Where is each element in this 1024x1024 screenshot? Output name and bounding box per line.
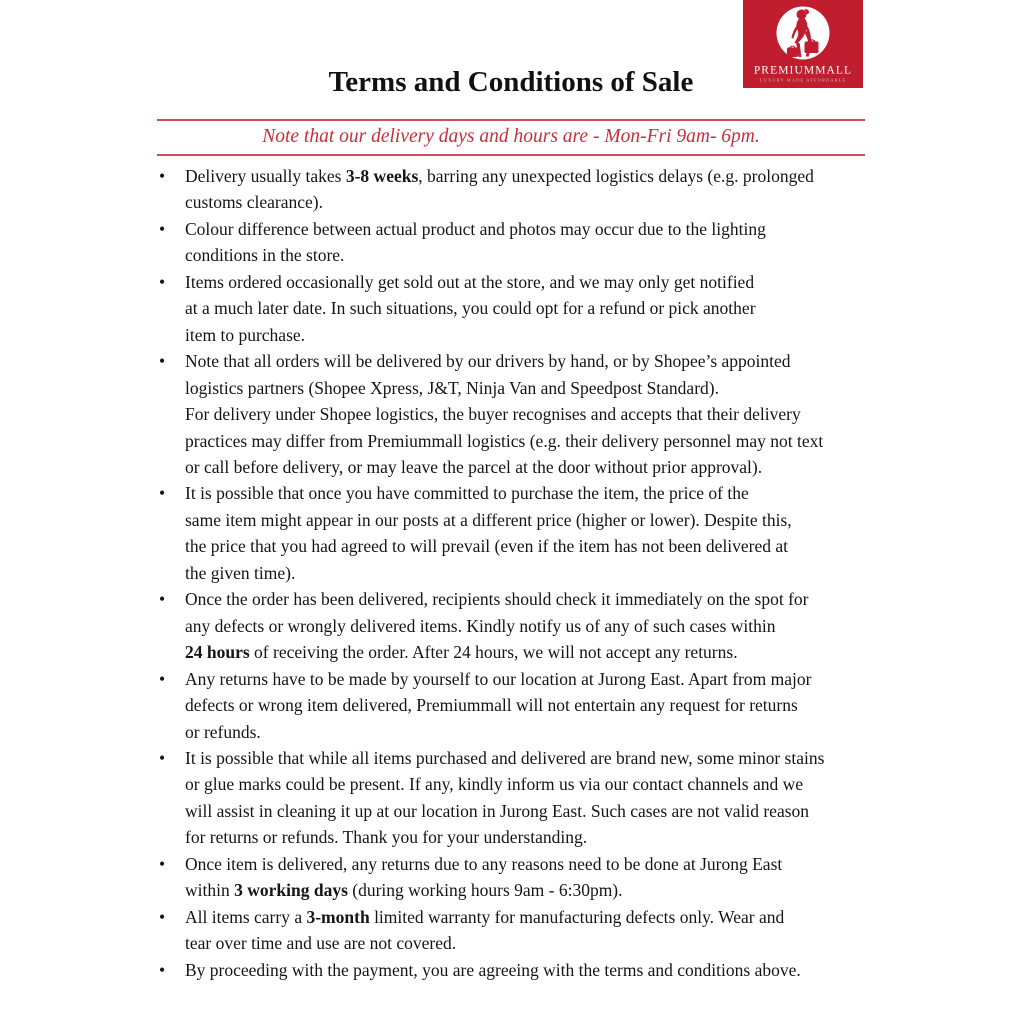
- term-line: the price that you had agreed to will prevail (even if the item has not been delivered at: [185, 536, 789, 557]
- term-line: • Any returns have to be made by yourself to our location at Jurong East. Apart from major: [185, 668, 812, 689]
- term-line: defects or wrong item delivered, Premiummall will not entertain any request for returns: [185, 695, 798, 716]
- term-line: 24 hours of receiving the order. After 24 hours, we will not accept any returns.: [185, 642, 738, 663]
- term-line: • Colour difference between actual product and photos may occur due to the lighting: [185, 218, 766, 239]
- term-line: • Items ordered occasionally get sold out at the store, and we may only get notified: [185, 271, 755, 292]
- term-item: [185, 904, 875, 957]
- term-line: • By proceeding with the payment, you are agreeing with the terms and conditions above.: [185, 959, 801, 980]
- term-line: for returns or refunds. Thank you for your understanding.: [185, 827, 588, 848]
- term-line: any defects or wrongly delivered items. Kindly notify us of any of such cases within: [185, 615, 776, 636]
- term-line: • It is possible that while all items purchased and delivered are brand new, some minor stains: [185, 747, 825, 768]
- term-item: [185, 480, 875, 586]
- term-line: • It is possible that once you have committed to purchase the item, the price of the: [185, 483, 749, 504]
- term-item: [185, 851, 875, 904]
- term-line: • Once the order has been delivered, recipients should check it immediately on the spot for: [185, 589, 809, 610]
- term-line: item to purchase.: [185, 324, 306, 345]
- term-line: customs clearance).: [185, 192, 323, 213]
- term-item: [185, 216, 875, 269]
- term-line: will assist in cleaning it up at our location in Jurong East. Such cases are not valid reason: [185, 800, 810, 821]
- term-line: at a much later date. In such situations, you could opt for a refund or pick another: [185, 298, 756, 319]
- term-line: For delivery under Shopee logistics, the buyer recognises and accepts that their delivery: [185, 404, 801, 425]
- term-line: the given time).: [185, 562, 296, 583]
- term-item: [185, 745, 875, 851]
- term-line: • All items carry a 3-month limited warranty for manufacturing defects only. Wear and: [185, 906, 785, 927]
- logo-tagline-text: LUXURY MADE AFFORDABLE: [759, 77, 847, 83]
- term-item: [185, 957, 875, 983]
- term-line: or glue marks could be present. If any, kindly inform us via our contact channels and we: [185, 774, 803, 795]
- term-line: • Delivery usually takes 3-8 weeks, barring any unexpected logistics delays (e.g. prolonged: [185, 166, 814, 186]
- term-item: [185, 586, 875, 665]
- term-line: • Once item is delivered, any returns due to any reasons need to be done at Jurong East: [185, 853, 783, 874]
- terms-list: [185, 163, 875, 983]
- delivery-notice-band: [157, 119, 865, 156]
- term-line: tear over time and use are not covered.: [185, 933, 457, 954]
- term-line: within 3 working days (during working hours 9am - 6:30pm).: [185, 880, 623, 901]
- term-item: [185, 348, 875, 480]
- term-line: same item might appear in our posts at a different price (higher or lower). Despite this,: [185, 509, 792, 530]
- page-title: Terms and Conditions of Sale: [328, 66, 694, 98]
- term-item: [185, 269, 875, 348]
- term-item: [185, 163, 875, 216]
- term-line: or call before delivery, or may leave the parcel at the door without prior approval).: [185, 456, 763, 477]
- term-line: conditions in the store.: [185, 245, 345, 266]
- term-line: or refunds.: [185, 721, 261, 742]
- term-line: practices may differ from Premiummall logistics (e.g. their delivery personnel may not text: [185, 430, 824, 451]
- term-line: logistics partners (Shopee Xpress, J&T, Ninja Van and Speedpost Standard).: [185, 377, 719, 398]
- term-line: • Note that all orders will be delivered by our drivers by hand, or by Shopee’s appointed: [185, 351, 791, 372]
- term-item: [185, 666, 875, 745]
- logo-brand-text: PREMIUMMALL: [753, 64, 853, 77]
- delivery-notice-text: Note that our delivery days and hours are - Mon-Fri 9am- 6pm.: [262, 126, 760, 147]
